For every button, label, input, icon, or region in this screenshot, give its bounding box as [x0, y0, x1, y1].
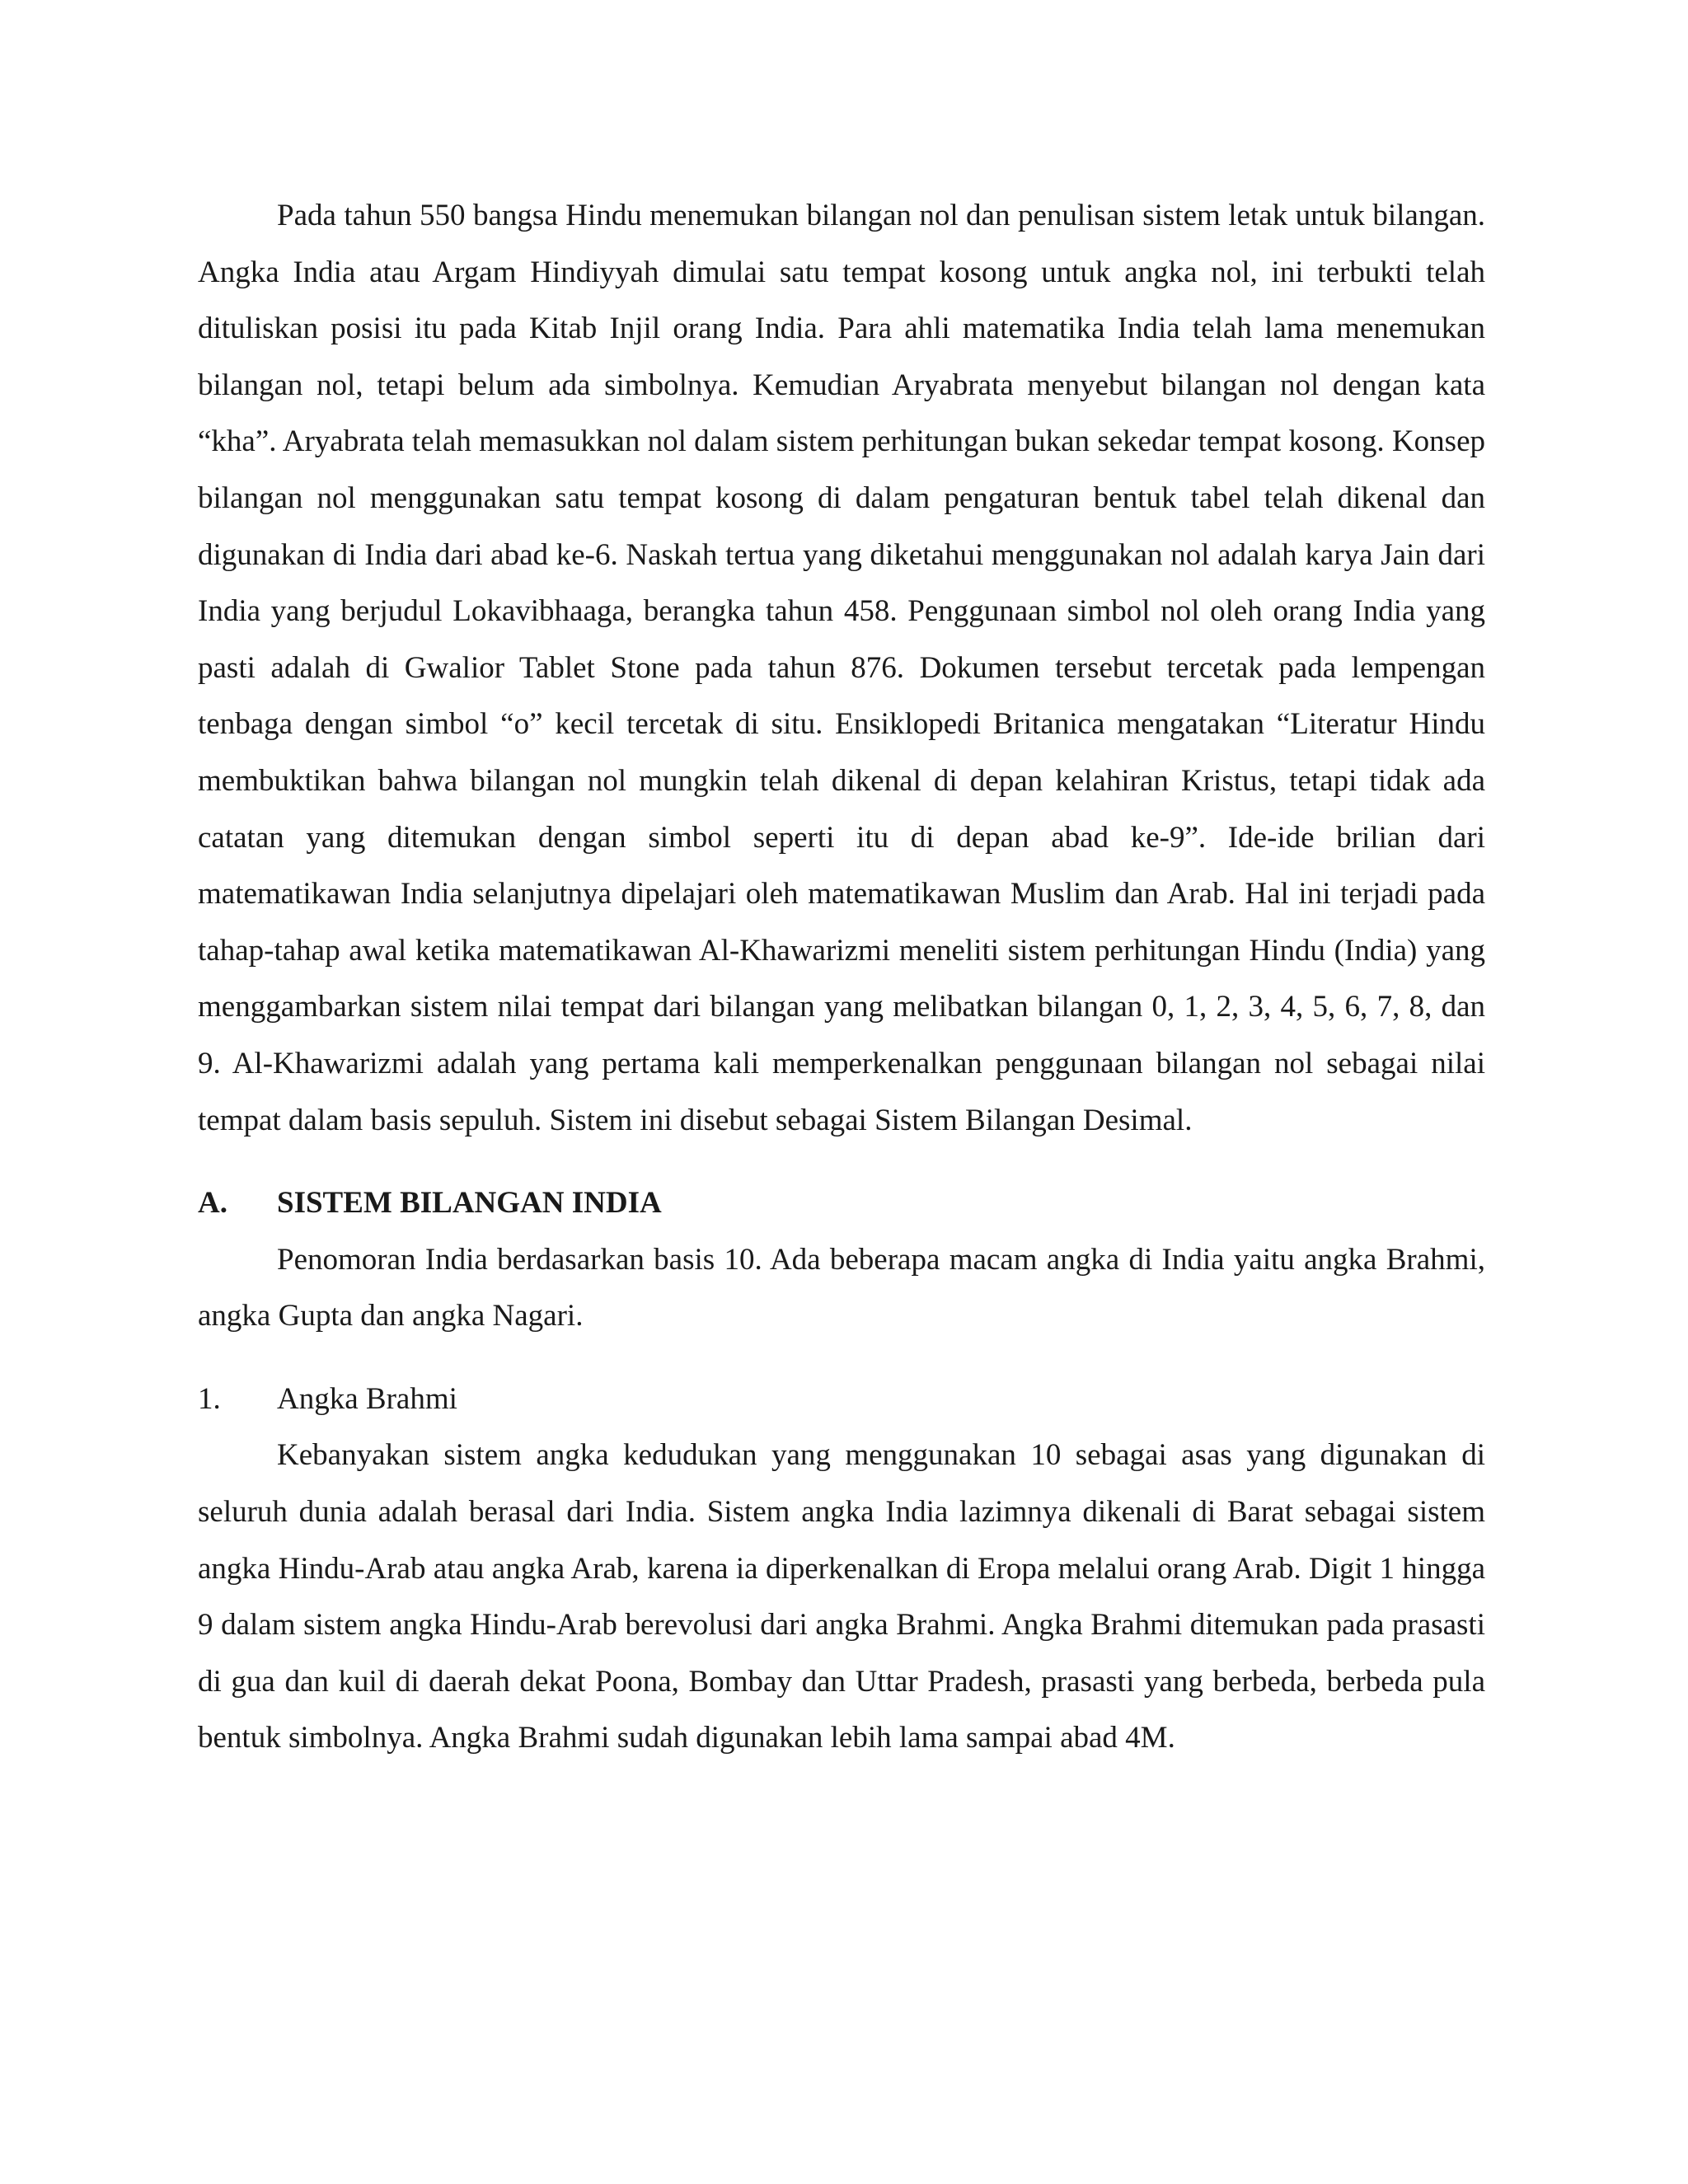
intro-paragraph: Pada tahun 550 bangsa Hindu menemukan bilangan nol dan penulisan sistem letak untuk bilangan. Angka India atau Argam Hindiyyah dimulai satu tempat kosong untuk angka nol, ini terbukti telah dituliskan posisi itu pada Kitab Injil orang India. Para ahli matematika India telah lama menemukan bilangan nol, tetapi belum ada simbolnya. Kemudian Aryabrata menyebut bilangan nol dengan kata “kha”. Aryabrata telah memasukkan nol dalam sistem perhitungan bukan sekedar tempat kosong. Konsep bilangan nol menggunakan satu tempat kosong di dalam pengaturan bentuk tabel telah dikenal dan digunakan di India dari abad ke-6. Naskah tertua yang diketahui menggunakan nol adalah karya Jain dari India yang berjudul Lokavibhaaga, berangka tahun 458. Penggunaan simbol nol oleh orang India yang pasti adalah di Gwalior Tablet Stone pada tahun 876. Dokumen tersebut tercetak pada lempengan tenbaga dengan simbol “o” kecil tercetak di situ. Ensiklopedi Britanica mengatakan “Literatur Hindu membuktikan bahwa bilangan nol mungkin telah dikenal di depan kelahiran Kristus, tetapi tidak ada catatan yang ditemukan dengan simbol seperti itu di depan abad ke-9”. Ide-ide brilian dari matematikawan India selanjutnya dipelajari oleh matematikawan Muslim dan Arab. Hal ini terjadi pada tahap-tahap awal ketika matematikawan Al-Khawarizmi meneliti sistem perhitungan Hindu (India) yang menggambarkan sistem nilai tempat dari bilangan yang melibatkan bilangan 0, 1, 2, 3, 4, 5, 6, 7, 8, dan 9. Al-Khawarizmi adalah yang pertama kali memperkenalkan penggunaan bilangan nol sebagai nilai tempat dalam basis sepuluh. Sistem ini disebut sebagai Sistem Bilangan Desimal.	[198, 199, 1485, 1137]
document-page	[198, 188, 1485, 1767]
section-heading-a	[198, 1175, 1485, 1232]
subsection-1-paragraph: Kebanyakan sistem angka kedudukan yang menggunakan 10 sebagai asas yang digunakan di seluruh dunia adalah berasal dari India. Sistem angka India lazimnya dikenali di Barat sebagai sistem angka Hindu-Arab atau angka Arab, karena ia diperkenalkan di Eropa melalui orang Arab. Digit 1 hingga 9 dalam sistem angka Hindu-Arab berevolusi dari angka Brahmi. Angka Brahmi ditemukan pada prasasti di gua dan kuil di daerah dekat Poona, Bombay dan Uttar Pradesh, prasasti yang berbeda, berbeda pula bentuk simbolnya. Angka Brahmi sudah digunakan lebih lama sampai abad 4M.	[198, 1438, 1485, 1755]
section-title: SISTEM BILANGAN INDIA	[277, 1186, 662, 1221]
subsection-number: 1.	[198, 1381, 221, 1416]
section-number: A.	[198, 1186, 227, 1221]
section-a-paragraph: Penomoran India berdasarkan basis 10. Ada beberapa macam angka di India yaitu angka Brahmi, angka Gupta dan angka Nagari.	[198, 1242, 1485, 1333]
subsection-heading-1	[198, 1371, 1485, 1428]
subsection-title: Angka Brahmi	[277, 1381, 457, 1416]
